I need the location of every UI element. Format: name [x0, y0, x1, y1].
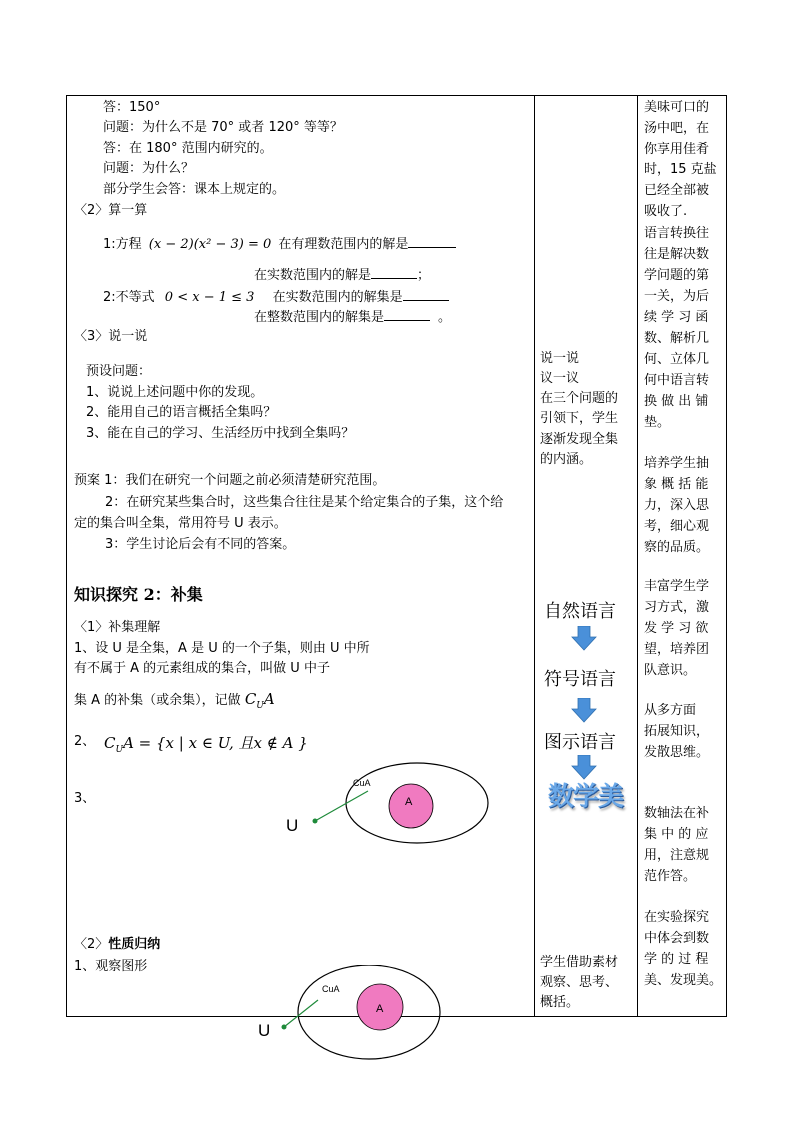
- intent-line: 在实验探究: [644, 910, 710, 925]
- pointer-line: [284, 1000, 318, 1027]
- intent-line: 汤中吧，在: [644, 121, 710, 136]
- student-answer: 部分学生会答：课本上规定的。: [103, 182, 286, 197]
- venn-diagram-1: [285, 758, 495, 858]
- inequality-suffix: 在实数范围内的解集是: [272, 290, 403, 305]
- answer-blank: [403, 286, 449, 301]
- inequality-prefix: 2:不等式: [103, 290, 155, 305]
- column-divider-1: [534, 96, 535, 1016]
- property-heading-prefix: 〈2〉: [74, 937, 109, 952]
- down-arrow-icon: [571, 626, 597, 652]
- equation-1b-line: [254, 264, 430, 285]
- intent-line: 续 学 习 函: [644, 310, 709, 325]
- observe-desc-1: 学生借助素材: [540, 955, 619, 970]
- venn-u-label: U: [258, 1021, 271, 1040]
- plan-2: 2：在研究某些集合时，这些集合往往是某个给定集合的子集，这个给: [105, 495, 504, 510]
- pointer-line: [315, 791, 368, 821]
- item-2-label: 2、: [74, 734, 96, 749]
- activity-desc-1: 在三个问题的: [540, 391, 619, 406]
- answer-blank: [384, 306, 430, 321]
- diagram-language-label: 图示语言: [544, 732, 616, 753]
- complement-def-line-3: [74, 690, 275, 715]
- intent-line: 范作答。: [644, 869, 697, 884]
- venn-a-label: A: [405, 796, 413, 808]
- math-beauty-wordart: 数学美: [548, 782, 624, 812]
- activity-desc-3: 逐渐发现全集: [540, 432, 619, 447]
- knowledge-explore-2-heading: 知识探究 2：补集: [74, 585, 203, 604]
- section-say-heading: 〈3〉说一说: [74, 329, 148, 344]
- intent-line: 望，培养团: [644, 642, 710, 657]
- complement-def-line-2: 有不属于 A 的元素组成的集合，叫做 U 中子: [74, 661, 330, 676]
- preset-question-1: 1、说说上述问题中你的发现。: [86, 385, 264, 400]
- activity-desc-2: 引领下，学生: [540, 411, 619, 426]
- intent-line: 垫。: [644, 415, 671, 430]
- venn-a-label: A: [376, 1003, 384, 1015]
- punctuation: 。: [438, 310, 452, 325]
- venn-cua-label: CuA: [353, 778, 371, 788]
- intent-line: 拓展知识，: [644, 724, 710, 739]
- plan-3: 3：学生讨论后会有不同的答案。: [105, 537, 296, 552]
- plan-1: 预案 1：我们在研究一个问题之前必须清楚研究范围。: [74, 473, 386, 488]
- complement-def-line-1: 1、设 U 是全集，A 是 U 的一个子集，则由 U 中所: [74, 641, 370, 656]
- intent-line: 学 的 过 程: [644, 952, 709, 967]
- pointer-dot: [313, 819, 318, 824]
- venn-cua-label: CuA: [322, 984, 340, 994]
- complement-understanding-heading: 〈1〉补集理解: [74, 620, 161, 635]
- intent-line: 时，15 克盐: [644, 162, 717, 177]
- intent-line: 集 中 的 应: [644, 827, 709, 842]
- activity-desc-4: 的内涵。: [540, 452, 593, 467]
- intent-line: 数、解析几: [644, 331, 710, 346]
- intent-line: 已经全部被: [644, 183, 710, 198]
- inequality-b-text: 在整数范围内的解集是: [254, 310, 385, 325]
- answer-blank: [371, 264, 417, 279]
- property-heading: [74, 936, 160, 954]
- activity-say: 说一说: [540, 351, 580, 366]
- symbol-language-label: 符号语言: [544, 669, 616, 690]
- observe-desc-3: 概括。: [540, 995, 580, 1010]
- equation-1b-text: 在实数范围内的解是: [254, 268, 372, 283]
- intent-line: 你享用佳肴: [644, 142, 710, 157]
- intent-line: 发 学 习 欲: [644, 621, 709, 636]
- equation-1-suffix: 在有理数范围内的解是: [278, 237, 409, 252]
- venn-u-label: U: [286, 816, 299, 835]
- down-arrow-icon: [571, 755, 597, 781]
- observe-desc-2: 观察、思考、: [540, 975, 619, 990]
- intent-line: 培养学生抽: [644, 456, 710, 471]
- equation-1-prefix: 1:方程: [103, 237, 142, 252]
- notation-sub: U: [256, 701, 264, 711]
- answer-range: 答：在 180° 范围内研究的。: [103, 141, 273, 156]
- intent-line: 何、立体几: [644, 352, 710, 367]
- complement-formula: [104, 734, 308, 759]
- observe-figure: 1、观察图形: [74, 959, 148, 974]
- equation-1-line: [103, 233, 456, 254]
- intent-line: 习方式，激: [644, 600, 710, 615]
- inequality-b-line: [254, 306, 451, 327]
- activity-discuss: 议一议: [540, 371, 580, 386]
- intent-line: 数轴法在补: [644, 806, 710, 821]
- intent-line: 语言转换往: [644, 226, 710, 241]
- formula-c: C: [104, 734, 116, 752]
- item-3-label: 3、: [74, 791, 96, 806]
- intent-line: 美味可口的: [644, 100, 710, 115]
- preset-question-2: 2、能用自己的语言概括全集吗？: [86, 405, 277, 420]
- intent-line: 换 做 出 铺: [644, 394, 709, 409]
- intent-line: 学问题的第: [644, 268, 710, 283]
- intent-line: 往是解决数: [644, 247, 710, 262]
- complement-notation: [244, 690, 275, 711]
- pointer-dot: [282, 1025, 287, 1030]
- intent-line: 美、发现美。: [644, 973, 723, 988]
- punctuation: ；: [417, 268, 431, 283]
- intent-line: 力，深入思: [644, 498, 710, 513]
- notation-c: C: [244, 690, 257, 708]
- column-divider-2: [637, 96, 638, 1016]
- formula-sub: U: [115, 745, 124, 755]
- intent-line: 考，细心观: [644, 519, 710, 534]
- inequality-line: [103, 286, 449, 307]
- intent-line: 丰富学生学: [644, 579, 710, 594]
- intent-line: 吸收了.: [644, 204, 688, 219]
- preset-question-3: 3、能在自己的学习、生活经历中找到全集吗？: [86, 426, 355, 441]
- intent-line: 何中语言转: [644, 373, 710, 388]
- section-calc-heading: 〈2〉算一算: [74, 203, 148, 218]
- preset-questions-label: 预设问题：: [86, 364, 152, 379]
- natural-language-label: 自然语言: [544, 601, 616, 622]
- answer-blank: [408, 233, 456, 248]
- down-arrow-icon: [571, 698, 597, 724]
- equation-1-math: (x − 2)(x² − 3) = 0: [148, 237, 272, 252]
- answer-150: 答：150°: [103, 100, 161, 115]
- plan-2-continued: 定的集合叫全集，常用符号 U 表示。: [74, 516, 287, 531]
- intent-line: 发散思维。: [644, 745, 710, 760]
- venn-diagram-2: [258, 965, 468, 1065]
- notation-a: A: [263, 690, 275, 708]
- intent-line: 队意识。: [644, 663, 697, 678]
- intent-line: 一关，为后: [644, 289, 710, 304]
- intent-line: 从多方面: [644, 703, 697, 718]
- formula-rest: A = {x | x ∈ U, 且x ∉ A }: [123, 734, 308, 752]
- property-heading-text: 性质归纳: [108, 937, 161, 952]
- question-why: 问题：为什么？: [103, 161, 195, 176]
- intent-line: 察的品质。: [644, 540, 710, 555]
- intent-line: 用，注意规: [644, 848, 710, 863]
- intent-line: 中体会到数: [644, 931, 710, 946]
- intent-line: 象 概 括 能: [644, 477, 709, 492]
- inequality-math: 0 < x − 1 ≤ 3: [164, 290, 255, 305]
- question-why-not: 问题：为什么不是 70° 或者 120° 等等？: [103, 120, 343, 135]
- complement-def-text: 集 A 的补集（或余集），记做: [74, 693, 241, 708]
